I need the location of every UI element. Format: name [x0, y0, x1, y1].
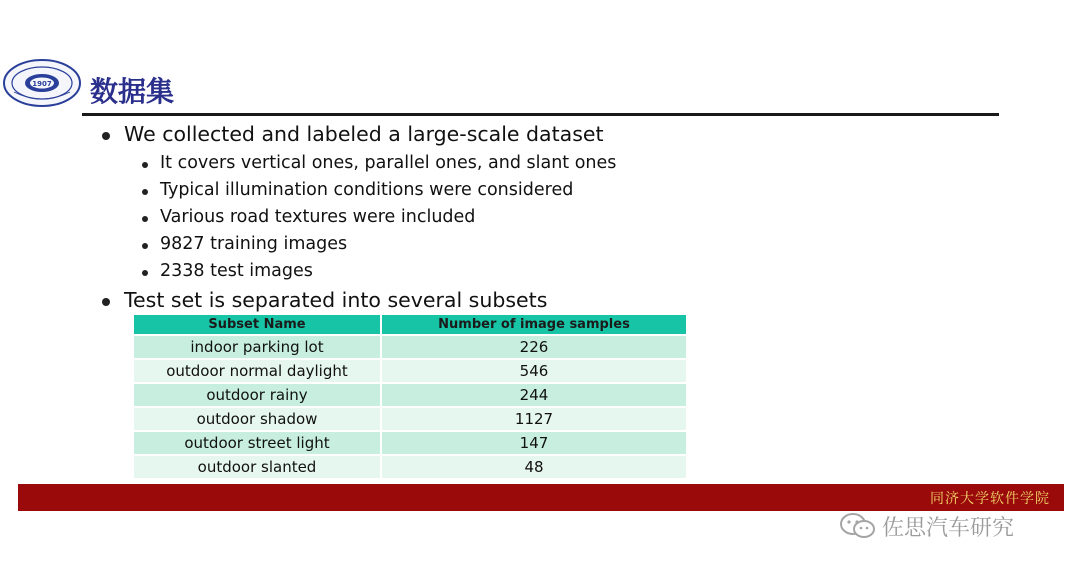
bullet-dot [102, 132, 110, 140]
sub-bullet-dot [142, 243, 148, 249]
svg-text:1907: 1907 [32, 80, 52, 88]
title-divider [82, 113, 999, 116]
sub-bullet-item: Various road textures were included [160, 207, 476, 227]
sub-bullet-item: 2338 test images [160, 261, 313, 281]
table-row [134, 432, 686, 454]
slide-title: 数据集 [90, 75, 175, 108]
university-logo-icon [2, 58, 82, 108]
table-cell: outdoor shadow [134, 408, 380, 430]
sub-bullet-item: Typical illumination conditions were considered [160, 180, 574, 200]
bullet-item: Test set is separated into several subsets [124, 288, 548, 312]
table-cell: outdoor street light [134, 432, 380, 454]
sub-bullet-dot [142, 162, 148, 168]
table-cell: 244 [382, 384, 686, 406]
table-header-cell: Number of image samples [382, 315, 686, 334]
sub-bullet-item: 9827 training images [160, 234, 348, 254]
footer-institution: 同济大学软件学院 [930, 491, 1050, 507]
table-cell: outdoor slanted [134, 456, 380, 478]
table-cell: outdoor rainy [134, 384, 380, 406]
sub-bullet-item: It covers vertical ones, parallel ones, and slant ones [160, 153, 617, 173]
watermark-text: 佐思汽车研究 [882, 515, 1015, 541]
table-cell: outdoor normal daylight [134, 360, 380, 382]
watermark [838, 510, 1014, 542]
table-header-cell: Subset Name [134, 315, 380, 334]
table-header-row [134, 315, 686, 334]
table-cell: 1127 [382, 408, 686, 430]
table-row [134, 360, 686, 382]
table-row [134, 456, 686, 478]
bullet-item: We collected and labeled a large-scale dataset [124, 122, 604, 146]
subset-table [132, 313, 688, 480]
table-row [134, 384, 686, 406]
sub-bullet-dot [142, 216, 148, 222]
table-row [134, 408, 686, 430]
table-cell: 546 [382, 360, 686, 382]
table-cell: 147 [382, 432, 686, 454]
sub-bullet-dot [142, 189, 148, 195]
table-row [134, 336, 686, 358]
sub-bullet-dot [142, 270, 148, 276]
table-cell: 48 [382, 456, 686, 478]
wechat-icon [838, 511, 878, 541]
table-cell: indoor parking lot [134, 336, 380, 358]
bullet-dot [102, 298, 110, 306]
table-cell: 226 [382, 336, 686, 358]
footer-bar [18, 484, 1064, 511]
